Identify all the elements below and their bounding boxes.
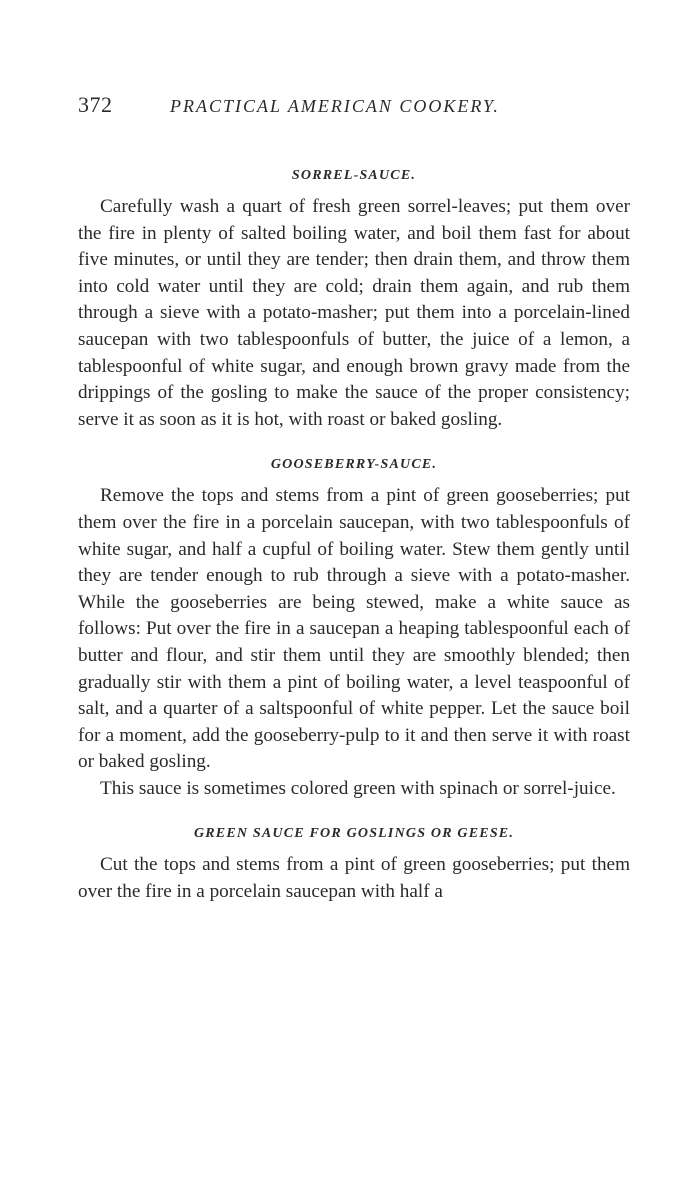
paragraph-sorrel-sauce: Carefully wash a quart of fresh green sorrel-leaves; put them over the fire in plenty of salted boiling water, and boil them fast for about five minutes, or until they are tender; then drain them, and throw them into cold water until they are cold; drain them again, and rub them through a sieve with a potato-masher; put them into a porcelain-lined saucepan with two tablespoonfuls of butter, the juice of a lemon, a tablespoonful of white sugar, and enough brown gravy made from the drippings of the gosling to make the sauce of the proper consistency; serve it as soon as it is hot, with roast or baked gosling. (78, 196, 630, 430)
section-heading-green-sauce: GREEN SAUCE FOR GOSLINGS OR GEESE. (193, 826, 515, 842)
book-page (78, 92, 630, 906)
running-title: PRACTICAL AMERICAN COOKERY. (170, 96, 500, 116)
section-heading-sorrel-sauce: SORREL-SAUCE. (291, 168, 417, 183)
section-heading-gooseberry-sauce: GOOSEBERRY-SAUCE. (270, 457, 438, 473)
page-number: 372 (78, 92, 113, 117)
paragraph-green-sauce: Cut the tops and stems from a pint of green gooseberries; put them over the fire in a porcelain saucepan with half a (78, 854, 630, 903)
paragraph-gooseberry-sauce-note: This sauce is sometimes colored green with spinach or sorrel-juice. (100, 777, 616, 799)
running-head (78, 92, 630, 128)
paragraph-gooseberry-sauce: Remove the tops and stems from a pint of green gooseberries; put them over the fire in a porcelain saucepan, with two tablespoonfuls of white sugar, and half a cupful of boiling water. Stew them gently until they are tender enough to rub through a sieve with a potato-masher. While the gooseberries are being stewed, make a white sauce as follows: Put over the fire in a saucepan a heaping tablespoonful each of butter and flour, and stir them until they are smoothly blended; then gradually stir with them a pint of boiling water, a level teaspoonful of salt, and a quarter of a saltspoonful of white pepper. Let the sauce boil for a moment, add the gooseberry-pulp to it and then serve it with roast or baked gosling. (78, 485, 630, 773)
